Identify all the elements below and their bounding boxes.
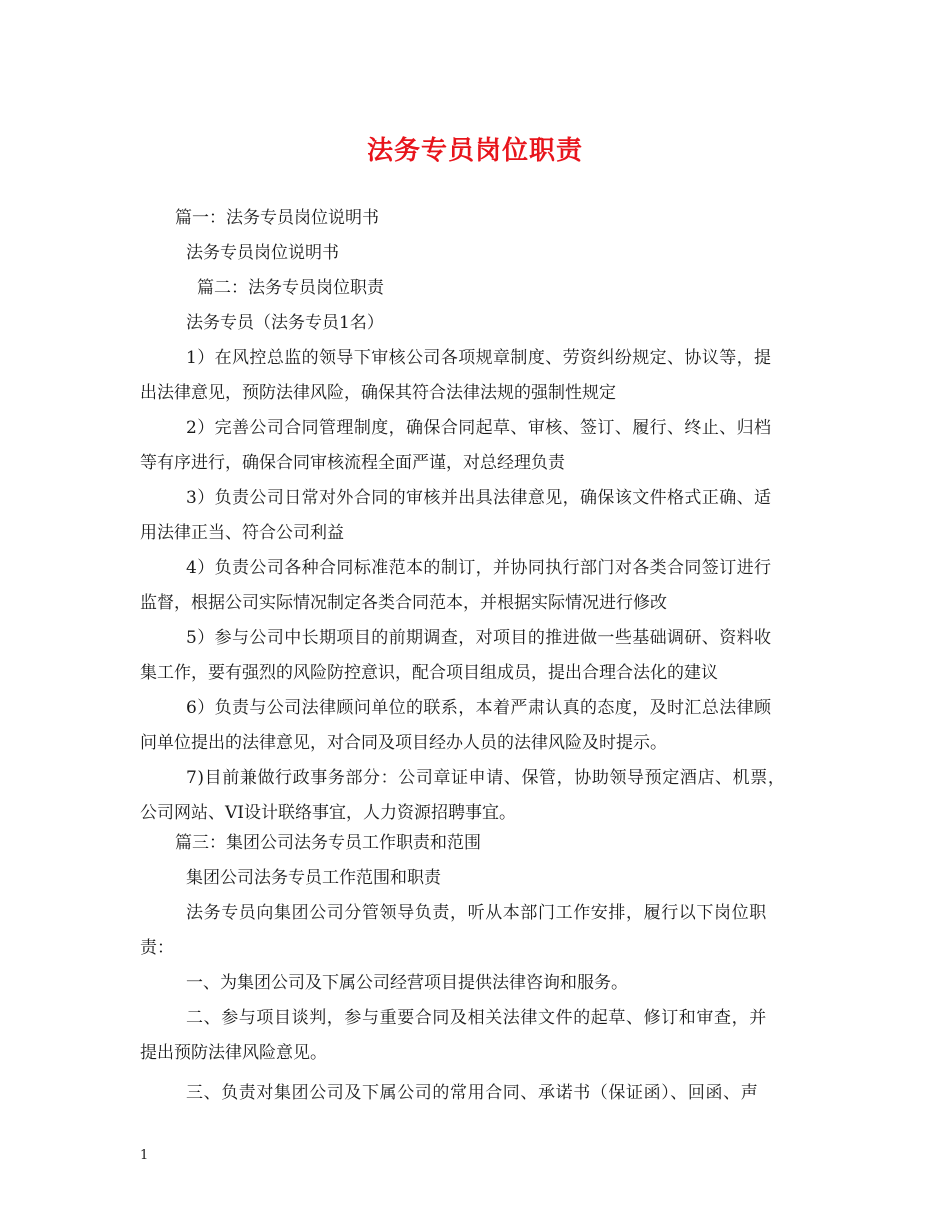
text-line: 法务专员（法务专员1名）: [186, 313, 384, 333]
text-line: 公司网站、VI设计联络事宜，人力资源招聘事宜。: [140, 803, 516, 823]
text-line: 集团公司法务专员工作范围和职责: [186, 868, 441, 888]
text-line: 三、负责对集团公司及下属公司的常用合同、承诺书（保证函）、回函、声: [186, 1083, 759, 1103]
text-line: 责：: [140, 938, 174, 958]
text-line: 5）参与公司中长期项目的前期调查，对项目的推进做一些基础调研、资料收: [186, 628, 772, 648]
document-title: 法务专员岗位职责: [366, 136, 583, 166]
text-line: 集工作，要有强烈的风险防控意识，配合项目组成员，提出合理合法化的建议: [140, 663, 718, 683]
text-line: 等有序进行，确保合同审核流程全面严谨，对总经理负责: [140, 453, 565, 473]
text-line: 用法律正当、符合公司利益: [140, 523, 344, 543]
text-line: 6）负责与公司法律顾问单位的联系，本着严肃认真的态度，及时汇总法律顾: [186, 698, 772, 718]
text-line: 问单位提出的法律意见，对合同及项目经办人员的法律风险及时提示。: [140, 733, 667, 753]
text-line: 二、参与项目谈判，参与重要合同及相关法律文件的起草、修订和审查，并: [186, 1008, 767, 1028]
text-line: 7)目前兼做行政事务部分：公司章证申请、保管，协助领导预定酒店、机票，: [186, 768, 786, 788]
text-line: 篇三：集团公司法务专员工作职责和范围: [175, 833, 481, 853]
page-number: 1: [140, 1148, 149, 1163]
text-line: 篇一：法务专员岗位说明书: [175, 208, 379, 228]
text-line: 一、为集团公司及下属公司经营项目提供法律咨询和服务。: [186, 973, 628, 993]
text-line: 篇二：法务专员岗位职责: [197, 278, 384, 298]
text-line: 2）完善公司合同管理制度，确保合同起草、审核、签订、履行、终止、归档: [186, 418, 772, 438]
text-line: 1）在风控总监的领导下审核公司各项规章制度、劳资纠纷规定、协议等，提: [186, 348, 772, 368]
text-line: 法务专员岗位说明书: [186, 243, 339, 263]
text-line: 监督，根据公司实际情况制定各类合同范本，并根据实际情况进行修改: [140, 593, 667, 613]
text-line: 法务专员向集团公司分管领导负责，听从本部门工作安排，履行以下岗位职: [186, 903, 767, 923]
text-line: 出法律意见，预防法律风险，确保其符合法律法规的强制性规定: [140, 383, 616, 403]
text-line: 提出预防法律风险意见。: [140, 1043, 327, 1063]
text-line: 3）负责公司日常对外合同的审核并出具法律意见，确保该文件格式正确、适: [186, 488, 772, 508]
text-line: 4）负责公司各种合同标准范本的制订，并协同执行部门对各类合同签订进行: [186, 558, 772, 578]
